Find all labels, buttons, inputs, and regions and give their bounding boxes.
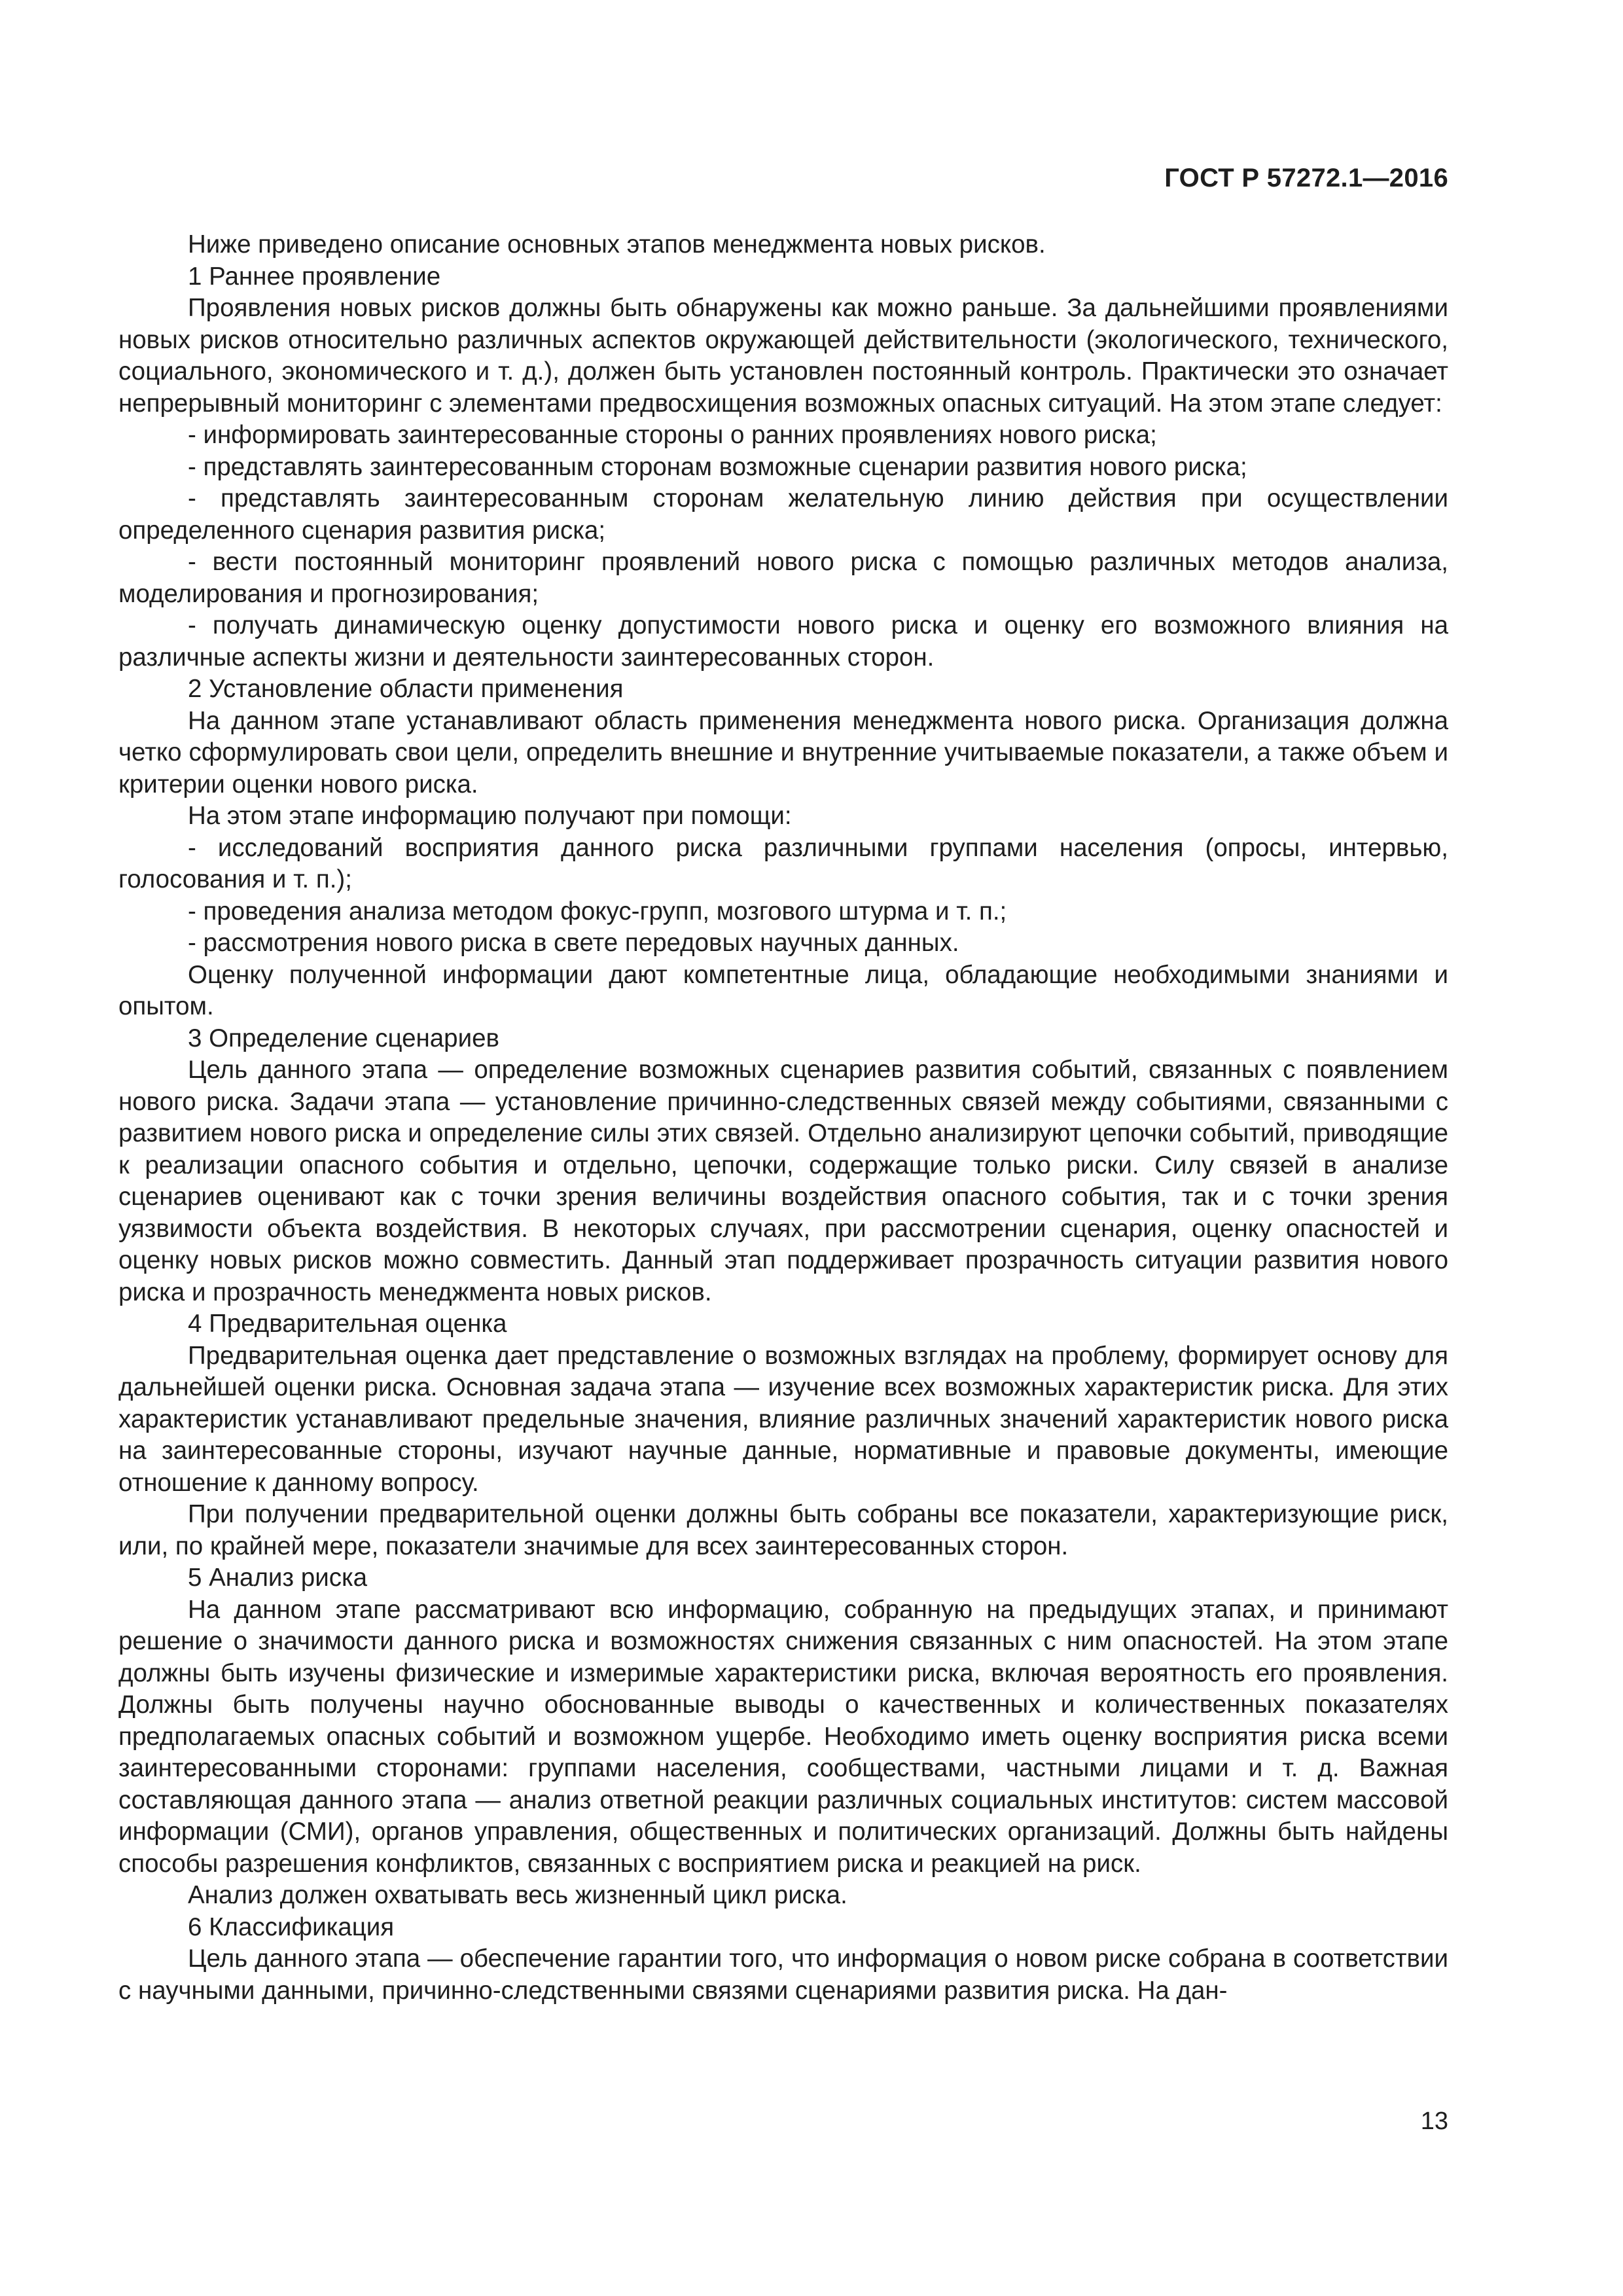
page-number: 13 (1420, 2108, 1448, 2135)
section-heading: 5 Анализ риска (188, 1564, 368, 1592)
section-heading: 1 Раннее проявление (188, 262, 441, 291)
list-item: - вести постоянный мониторинг проявлений нового риска с помощью различных методов анализа, моделирования и прогнозирования; (118, 548, 1448, 608)
paragraph: Предварительная оценка дает представление о возможных взглядах на проблему, формирует основу для дальнейшей оценки риска. Основная задача этапа — изучение всех возможных характеристик риска. Для этих характеристик устанавливают предельные значения, влияние различных значений характеристик нового риска на заинтересованные стороны, изучают научные данные, нормативные и правовые документы, имеющие отношение к данному вопросу. (118, 1341, 1448, 1497)
paragraph: На этом этапе информацию получают при помощи: (188, 802, 792, 830)
section-heading: 4 Предварительная оценка (188, 1310, 507, 1338)
section-heading: 2 Установление области применения (188, 675, 624, 703)
intro-paragraph: Ниже приведено описание основных этапов менеджмента новых рисков. (188, 230, 1046, 259)
paragraph: Проявления новых рисков должны быть обнаружены как можно раньше. За дальнейшими проявлениями новых рисков относительно различных аспектов окружающей действительности (экологического, технического, социального, экономического и т. д.), должен быть установлен постоянный контроль. Практически это означает непрерывный мониторинг с элементами предвосхищения возможных опасных ситуаций. На этом этапе следует: (118, 294, 1448, 418)
paragraph: Анализ должен охватывать весь жизненный цикл риска. (188, 1881, 847, 1909)
list-item: - рассмотрения нового риска в свете передовых научных данных. (188, 929, 959, 957)
paragraph: Оценку полученной информации дают компетентные лица, обладающие необходимыми знаниями и опытом. (118, 960, 1448, 1020)
paragraph: На данном этапе рассматривают всю информацию, собранную на предыдущих этапах, и принимают решение о значимости данного риска и возможностях снижения связанных с ним опасностей. На этом этапе должны быть изучены физические и измеримые характеристики риска, включая вероятность его проявления. Должны быть получены научно обоснованные выводы о качественных и количественных показателях предполагаемых опасных событий и возможном ущербе. Необходимо иметь оценку восприятия риска всеми заинтересованными сторонами: группами населения, сообществами, частными лицами и т. д. Важная составляющая данного этапа — анализ ответной реакции различных социальных институтов: систем массовой информации (СМИ), органов управления, общественных и политических организаций. Должны быть найдены способы разрешения конфликтов, связанных с восприятием риска и реакцией на риск. (118, 1595, 1448, 1878)
section-heading: 3 Определение сценариев (188, 1024, 499, 1052)
list-item: - информировать заинтересованные стороны о ранних проявлениях нового риска; (188, 421, 1157, 449)
paragraph: На данном этапе устанавливают область применения менеджмента нового риска. Организация должна четко сформулировать свои цели, определить внешние и внутренние учитываемые показатели, а также объем и критерии оценки нового риска. (118, 706, 1448, 798)
paragraph: При получении предварительной оценки должны быть собраны все показатели, характеризующие риск, или, по крайней мере, показатели значимые для всех заинтересованных сторон. (118, 1500, 1448, 1560)
document-body (118, 229, 1448, 2007)
paragraph: Цель данного этапа — обеспечение гарантии того, что информация о новом риске собрана в соответствии с научными данными, причинно-следственными связями сценариями развития риска. На дан- (118, 1945, 1448, 2005)
list-item: - представлять заинтересованным сторонам желательную линию действия при осуществлении определенного сценария развития риска; (118, 484, 1448, 545)
list-item: - исследований восприятия данного риска различными группами населения (опросы, интервью, голосования и т. п.); (118, 833, 1448, 893)
list-item: - представлять заинтересованным сторонам возможные сценарии развития нового риска; (188, 452, 1247, 481)
list-item: - проведения анализа методом фокус-групп, мозгового штурма и т. п.; (188, 897, 1007, 925)
document-code-header: ГОСТ Р 57272.1—2016 (1164, 164, 1448, 192)
paragraph: Цель данного этапа — определение возможных сценариев развития событий, связанных с появлением нового риска. Задачи этапа — установление причинно-следственных связей между событиями, связанными с развитием нового риска и определение силы этих связей. Отдельно анализируют цепочки событий, приводящие к реализации опасного события и отдельно, цепочки, содержащие только риски. Силу связей в анализе сценариев оценивают как с точки зрения величины воздействия опасного события, так и с точки зрения уязвимости объекта воздействия. В некоторых случаях, при рассмотрении сценария, оценку опасностей и оценку новых рисков можно совместить. Данный этап поддерживает прозрачность ситуации развития нового риска и прозрачность менеджмента новых рисков. (118, 1056, 1448, 1306)
section-heading: 6 Классификация (188, 1912, 395, 1941)
list-item: - получать динамическую оценку допустимости нового риска и оценку его возможного влияния на различные аспекты жизни и деятельности заинтересованных сторон. (118, 611, 1448, 672)
